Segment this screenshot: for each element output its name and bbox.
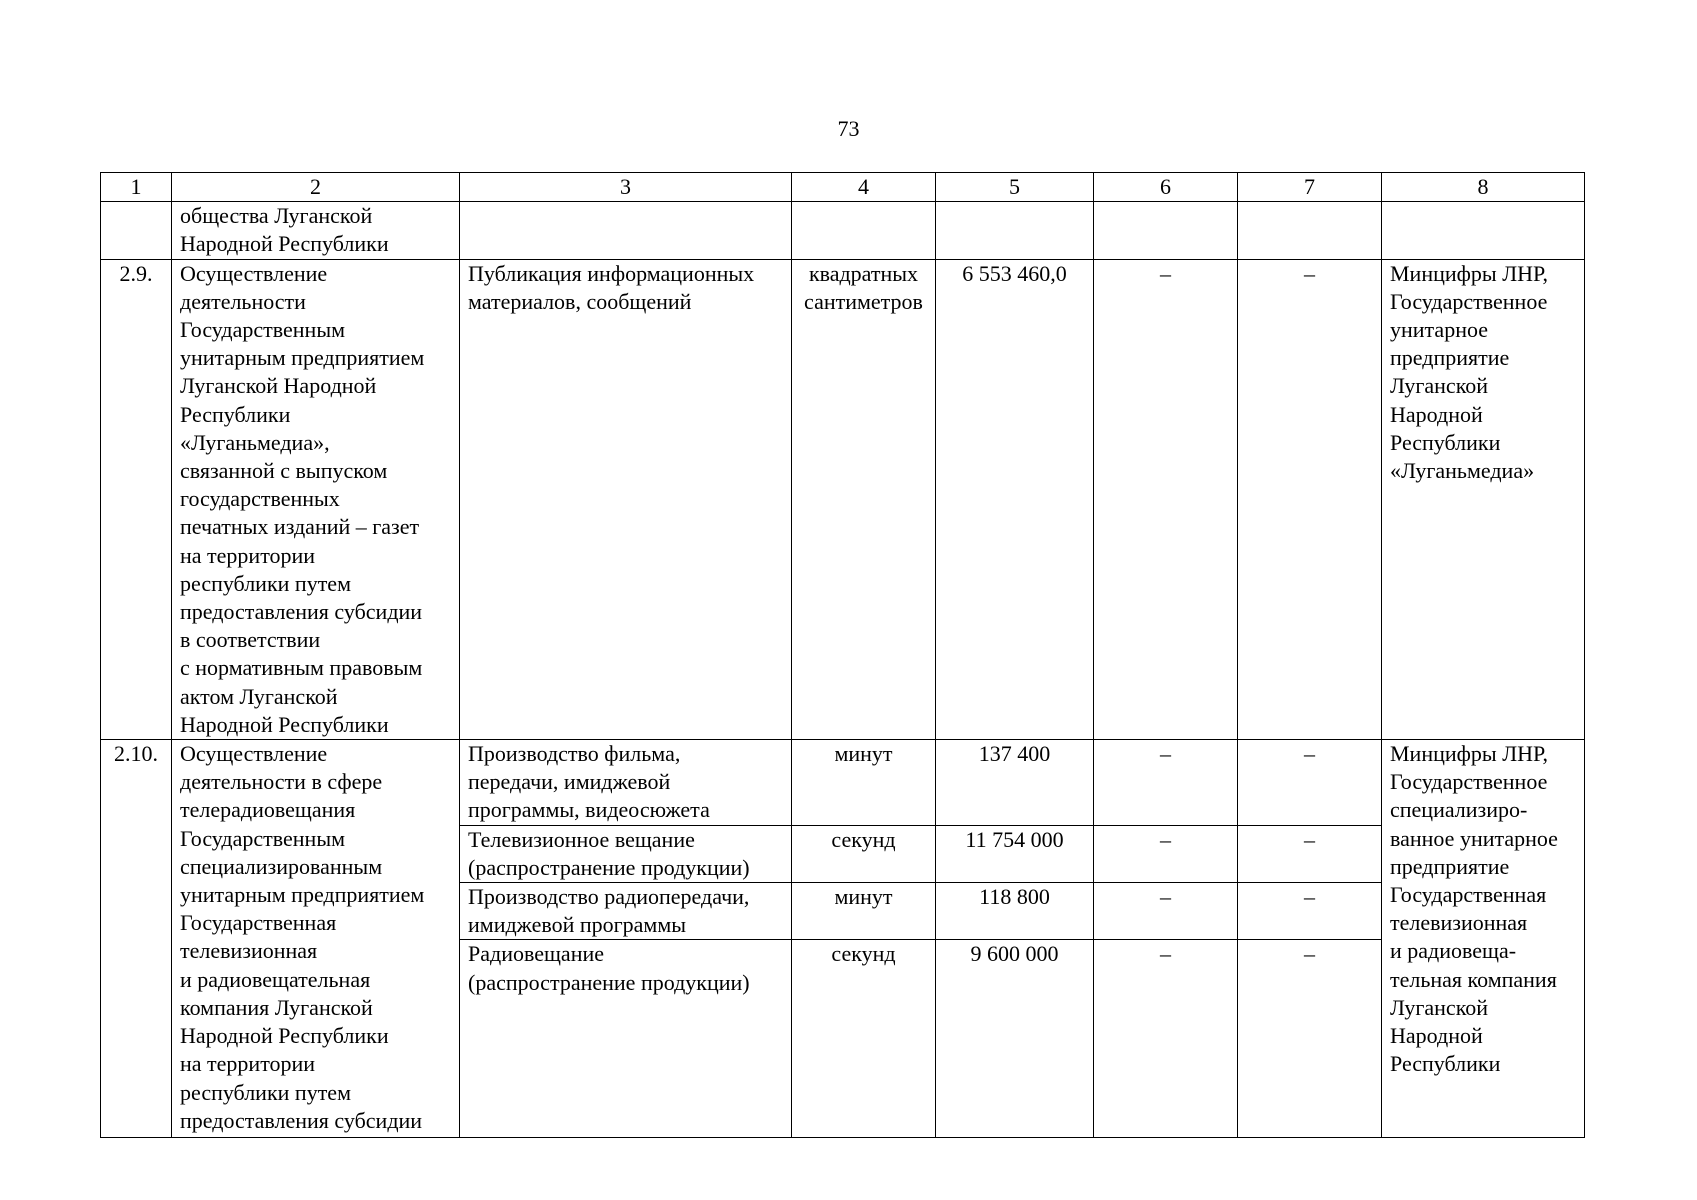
row-2-10-executor: Минцифры ЛНР, Государственное специализиро- ванное унитарное предприятие Государственная телевизионная и радиовеща- тельная компания Луганской Народной Республики <box>1382 740 1585 1138</box>
cont-unit-cell <box>792 202 936 259</box>
document-table <box>100 172 1585 1138</box>
row-2-10-volume-3: 118 800 <box>936 883 1094 940</box>
cont-description-cell: общества Луганской Народной Республики <box>172 202 460 259</box>
row-2-9-volume: 6 553 460,0 <box>936 259 1094 739</box>
row-2-10-volume-4: 9 600 000 <box>936 940 1094 1138</box>
header-col-7: 7 <box>1238 173 1382 202</box>
header-col-2: 2 <box>172 173 460 202</box>
row-2-10-service-3: Производство радиопередачи, имиджевой программы <box>460 883 792 940</box>
row-2-10-col6-4: – <box>1094 940 1238 1138</box>
header-col-5: 5 <box>936 173 1094 202</box>
cont-col7-cell <box>1238 202 1382 259</box>
row-2-10-service-1: Производство фильма, передачи, имиджевой программы, видеосюжета <box>460 740 792 826</box>
row-2-10-col7-2: – <box>1238 825 1382 882</box>
table-row-2-10-a <box>101 740 1585 826</box>
row-2-10-number: 2.10. <box>101 740 172 1138</box>
row-2-10-unit-4: секунд <box>792 940 936 1138</box>
row-2-10-service-4: Радиовещание (распространение продукции) <box>460 940 792 1138</box>
row-2-9-description: Осуществление деятельности Государственным унитарным предприятием Луганской Народной Республики «Луганьмедиа», связанной с выпуском государственных печатных изданий – газет на территории республики путем предоставления субсидии в соответствии с нормативным правовым актом Луганской Народной Республики <box>172 259 460 739</box>
cont-service-cell <box>460 202 792 259</box>
row-2-9-number: 2.9. <box>101 259 172 739</box>
row-2-10-volume-1: 137 400 <box>936 740 1094 826</box>
page-number: 73 <box>837 116 860 141</box>
row-2-10-col7-1: – <box>1238 740 1382 826</box>
row-2-10-volume-2: 11 754 000 <box>936 825 1094 882</box>
header-col-8: 8 <box>1382 173 1585 202</box>
header-col-4: 4 <box>792 173 936 202</box>
row-2-10-description: Осуществление деятельности в сфере телерадиовещания Государственным специализированным унитарным предприятием Государственная телевизионная и радиовещательная компания Луганской Народной Республики на территории республики путем предоставления субсидии <box>172 740 460 1138</box>
row-2-10-col6-3: – <box>1094 883 1238 940</box>
row-2-10-unit-3: минут <box>792 883 936 940</box>
row-2-10-col6-1: – <box>1094 740 1238 826</box>
row-2-10-service-2: Телевизионное вещание (распространение продукции) <box>460 825 792 882</box>
row-2-9-col6: – <box>1094 259 1238 739</box>
row-2-9-unit: квадратных сантиметров <box>792 259 936 739</box>
header-row <box>101 173 1585 202</box>
row-2-10-col7-4: – <box>1238 940 1382 1138</box>
table-row-2-9 <box>101 259 1585 739</box>
row-2-10-unit-1: минут <box>792 740 936 826</box>
header-col-3: 3 <box>460 173 792 202</box>
cont-number-cell <box>101 202 172 259</box>
continuation-row <box>101 202 1585 259</box>
row-2-9-col7: – <box>1238 259 1382 739</box>
row-2-10-col7-3: – <box>1238 883 1382 940</box>
header-col-1: 1 <box>101 173 172 202</box>
row-2-10-unit-2: секунд <box>792 825 936 882</box>
header-col-6: 6 <box>1094 173 1238 202</box>
row-2-9-executor: Минцифры ЛНР, Государственное унитарное предприятие Луганской Народной Республики «Луганьмедиа» <box>1382 259 1585 739</box>
cont-volume-cell <box>936 202 1094 259</box>
row-2-9-service: Публикация информационных материалов, сообщений <box>460 259 792 739</box>
row-2-10-col6-2: – <box>1094 825 1238 882</box>
cont-col6-cell <box>1094 202 1238 259</box>
cont-executor-cell <box>1382 202 1585 259</box>
